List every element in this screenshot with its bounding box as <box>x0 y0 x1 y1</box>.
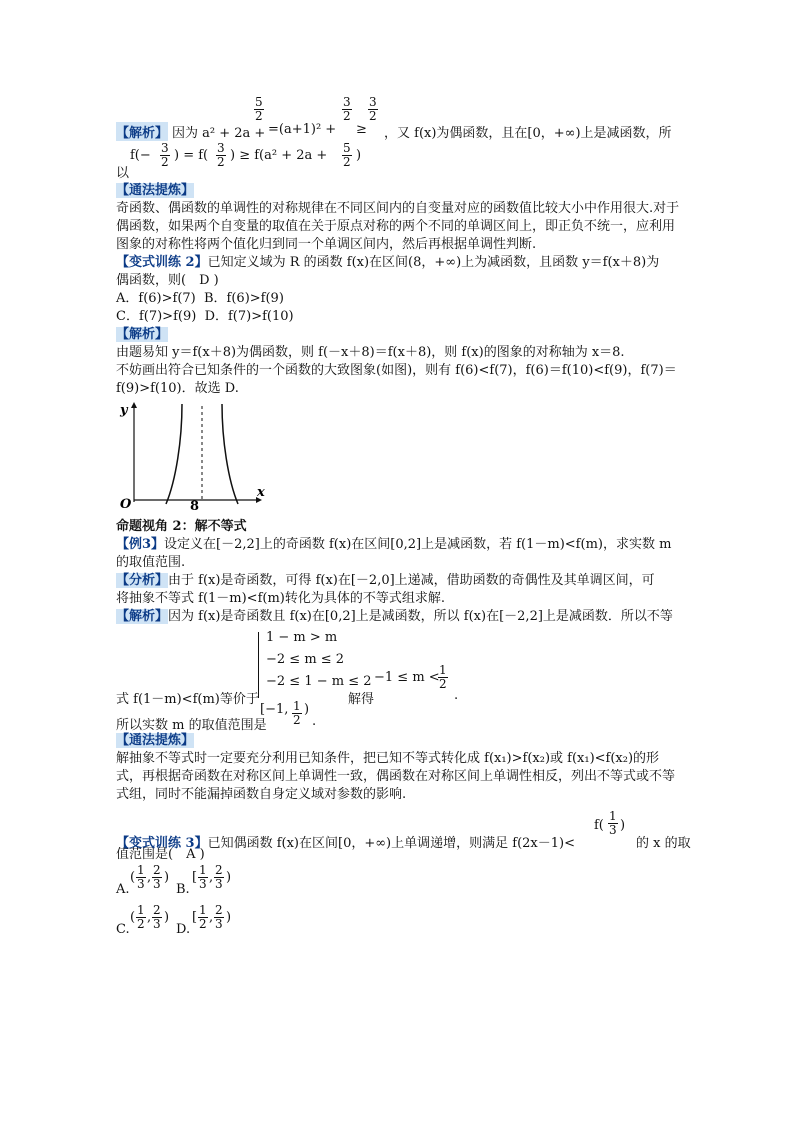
variant-3 <box>116 809 691 851</box>
example-3-line1: 设定义在[－2,2]上的奇函数 f(x)在区间[0,2]上是减函数，若 f(1－m)<f(m)，求实数 m <box>164 537 672 552</box>
option-c-comma: , <box>147 910 152 925</box>
y-axis-label: y <box>120 403 128 418</box>
expr2-a: f(− <box>130 148 151 163</box>
analysis-2-tag: 【解析】 <box>116 327 169 342</box>
method-tag-2: 【通法提炼】 <box>116 733 195 748</box>
method-text-1: 奇函数、偶函数的单调性的对称规律在不同区间内的自变量对应的函数值比较大小中作用很大.对于偶函数，如果两个自变量的取值在关于原点对称的两个不同的单调区间上，即正负不统一，应利用图象的对称性将两个值化归到同一个单调区间内，然后再根据单调性判断. <box>116 201 680 252</box>
option-b-frac1: $\frac{1}{3}$ <box>199 863 207 891</box>
option-b-comma: , <box>209 870 214 885</box>
f-expr-open: f( <box>594 818 604 833</box>
option-a-open: ( <box>130 870 136 885</box>
example-3-tag: 【例3】 <box>116 537 165 552</box>
analysis-1 <box>116 92 682 181</box>
right-branch <box>222 404 238 504</box>
option-c-open: ( <box>130 910 136 925</box>
option-a-close: ) <box>164 870 170 885</box>
answer-close: ) <box>304 702 310 717</box>
variant-3-text2: 值范围是( A ) <box>116 847 205 862</box>
example-3-line2: 的取值范围. <box>116 555 186 570</box>
left-branch <box>166 404 182 504</box>
option-b-frac2: $\frac{2}{3}$ <box>215 863 223 891</box>
variant-3-text1-end: 的 x 的取 <box>636 836 691 851</box>
options-cd <box>116 904 682 940</box>
option-d-frac1: $\frac{1}{2}$ <box>199 903 207 931</box>
answer-prefix: 所以实数 m 的取值范围是 <box>116 718 267 733</box>
expr-eq: =(a+1)² + <box>268 122 337 137</box>
method-text-2: 解抽象不等式时一定要充分利用已知条件，把已知不等式转化成 f(x₁)>f(x₂)或 f(x₁)<f(x₂)的形式，再根据奇函数在对称区间上单调性一致，偶函数在对称区间上单调性相反，列出不等式或不等式组，同时不能漏掉函数自身定义域对参数的影响. <box>116 751 676 802</box>
fraction-5-2: $\frac{5}{2}$ <box>255 95 263 123</box>
fraction-5-2-b: $\frac{5}{2}$ <box>343 141 351 169</box>
y-arrow <box>131 402 137 408</box>
analysis-2-line2: 不妨画出符合已知条件的一个函数的大致图象(如图)，则有 f(6)<f(7)，f(6)＝f(10)<f(9)，f(7)＝ <box>116 363 677 378</box>
function-graph <box>116 400 266 510</box>
x-axis-label: x <box>257 485 265 500</box>
result-prefix: −1 ≤ m < <box>374 670 440 685</box>
fraction-3-2-d: $\frac{3}{2}$ <box>217 141 225 169</box>
option-d-frac2: $\frac{2}{3}$ <box>215 903 223 931</box>
answer-end: . <box>312 714 317 729</box>
expr2-b: ) = f( <box>174 148 209 163</box>
system-line-2: −2 ≤ m ≤ 2 <box>266 652 345 667</box>
expr2-d: ) <box>356 148 362 163</box>
system-line-1: 1 − m > m <box>266 630 338 645</box>
option-c: C．f(7)>f(9) <box>116 309 197 324</box>
solve-text: 解得 <box>348 692 375 707</box>
option-c-frac2: $\frac{2}{3}$ <box>153 903 161 931</box>
document-body <box>116 92 691 940</box>
variant-2-tag: 【变式训练 2】 <box>116 255 208 270</box>
variant-3-tag: 【变式训练 3】 <box>116 836 208 851</box>
fraction-3-2-b: $\frac{3}{2}$ <box>369 95 377 123</box>
method-tag-1: 【通法提炼】 <box>116 183 195 198</box>
geq-sign: ≥ <box>356 122 367 137</box>
analysis-f-tag: 【分析】 <box>116 573 169 588</box>
option-d-label: D. <box>176 922 191 937</box>
analysis-3-line1: 因为 f(x)是奇函数且 f(x)在[0,2]上是减函数，所以 f(x)在[－2,2]上是减函数．所以不等 <box>168 609 673 624</box>
answer-open: [−1, <box>260 702 289 717</box>
fraction-3-2-a: $\frac{3}{2}$ <box>343 95 351 123</box>
analysis-f-line1: 由于 f(x)是奇函数，可得 f(x)在[－2,0]上递减，借助函数的奇偶性及其单调区间，可 <box>168 573 655 588</box>
variant-2-text2: 偶函数，则( D ) <box>116 273 219 288</box>
option-b-open: [ <box>192 870 198 885</box>
option-c-close: ) <box>164 910 170 925</box>
option-d-comma: , <box>209 910 214 925</box>
equivalent-text: 式 f(1－m)<f(m)等价于 <box>116 692 259 707</box>
analysis-3-tag: 【解析】 <box>116 609 169 624</box>
option-b-label: B. <box>176 882 190 897</box>
option-d-open: [ <box>192 910 198 925</box>
tick-label-8: 8 <box>190 499 200 510</box>
option-b-close: ) <box>226 870 232 885</box>
expr-suffix: ，又 f(x)为偶函数，且在[0，+∞)上是减函数，所 <box>384 126 672 141</box>
option-a-frac2: $\frac{2}{3}$ <box>153 863 161 891</box>
result-fraction: $\frac{1}{2}$ <box>439 663 447 691</box>
option-d-close: ) <box>226 910 232 925</box>
inequality-system <box>116 626 682 706</box>
analysis-2-line3: f(9)>f(10)．故选 D. <box>116 381 239 396</box>
expr-prefix: 因为 a² + 2a + <box>172 126 266 141</box>
option-a-frac1: $\frac{1}{3}$ <box>137 863 145 891</box>
option-c-label: C. <box>116 922 130 937</box>
f-expr-fraction: $\frac{1}{3}$ <box>609 809 617 837</box>
answer-fraction: $\frac{1}{2}$ <box>293 699 301 727</box>
option-d: D．f(7)>f(10) <box>204 309 294 324</box>
origin-label: O <box>120 497 132 510</box>
variant-3-text1: 已知偶函数 f(x)在区间[0，+∞)上单调递增，则满足 f(2x－1)< <box>207 836 575 851</box>
expr2-c: ) ≥ f(a² + 2a + <box>230 148 328 163</box>
options-ab <box>116 864 682 900</box>
option-b: B．f(6)>f(9) <box>204 291 284 306</box>
result-end: . <box>454 688 459 703</box>
fraction-3-2-c: $\frac{3}{2}$ <box>161 141 169 169</box>
line2-prefix: 以 <box>116 166 130 181</box>
analysis-f-line2: 将抽象不等式 f(1－m)<f(m)转化为具体的不等式组求解. <box>116 591 445 606</box>
variant-2-text1: 已知定义域为 R 的函数 f(x)在区间(8，+∞)上为减函数，且函数 y＝f(x＋8)为 <box>207 255 660 270</box>
section-2-title: 命题视角 2：解不等式 <box>116 519 247 534</box>
option-c-frac1: $\frac{1}{2}$ <box>137 903 145 931</box>
system-line-3: −2 ≤ 1 − m ≤ 2 <box>266 674 372 689</box>
option-a: A．f(6)>f(7) <box>116 291 196 306</box>
option-a-comma: , <box>147 870 152 885</box>
analysis-2-line1: 由题易知 y＝f(x＋8)为偶函数，则 f(－x＋8)＝f(x＋8)，则 f(x)的图象的对称轴为 x＝8. <box>116 345 625 360</box>
analysis-tag: 【解析】 <box>116 122 168 141</box>
f-expr-close: ) <box>620 818 626 833</box>
option-a-label: A. <box>116 882 130 897</box>
